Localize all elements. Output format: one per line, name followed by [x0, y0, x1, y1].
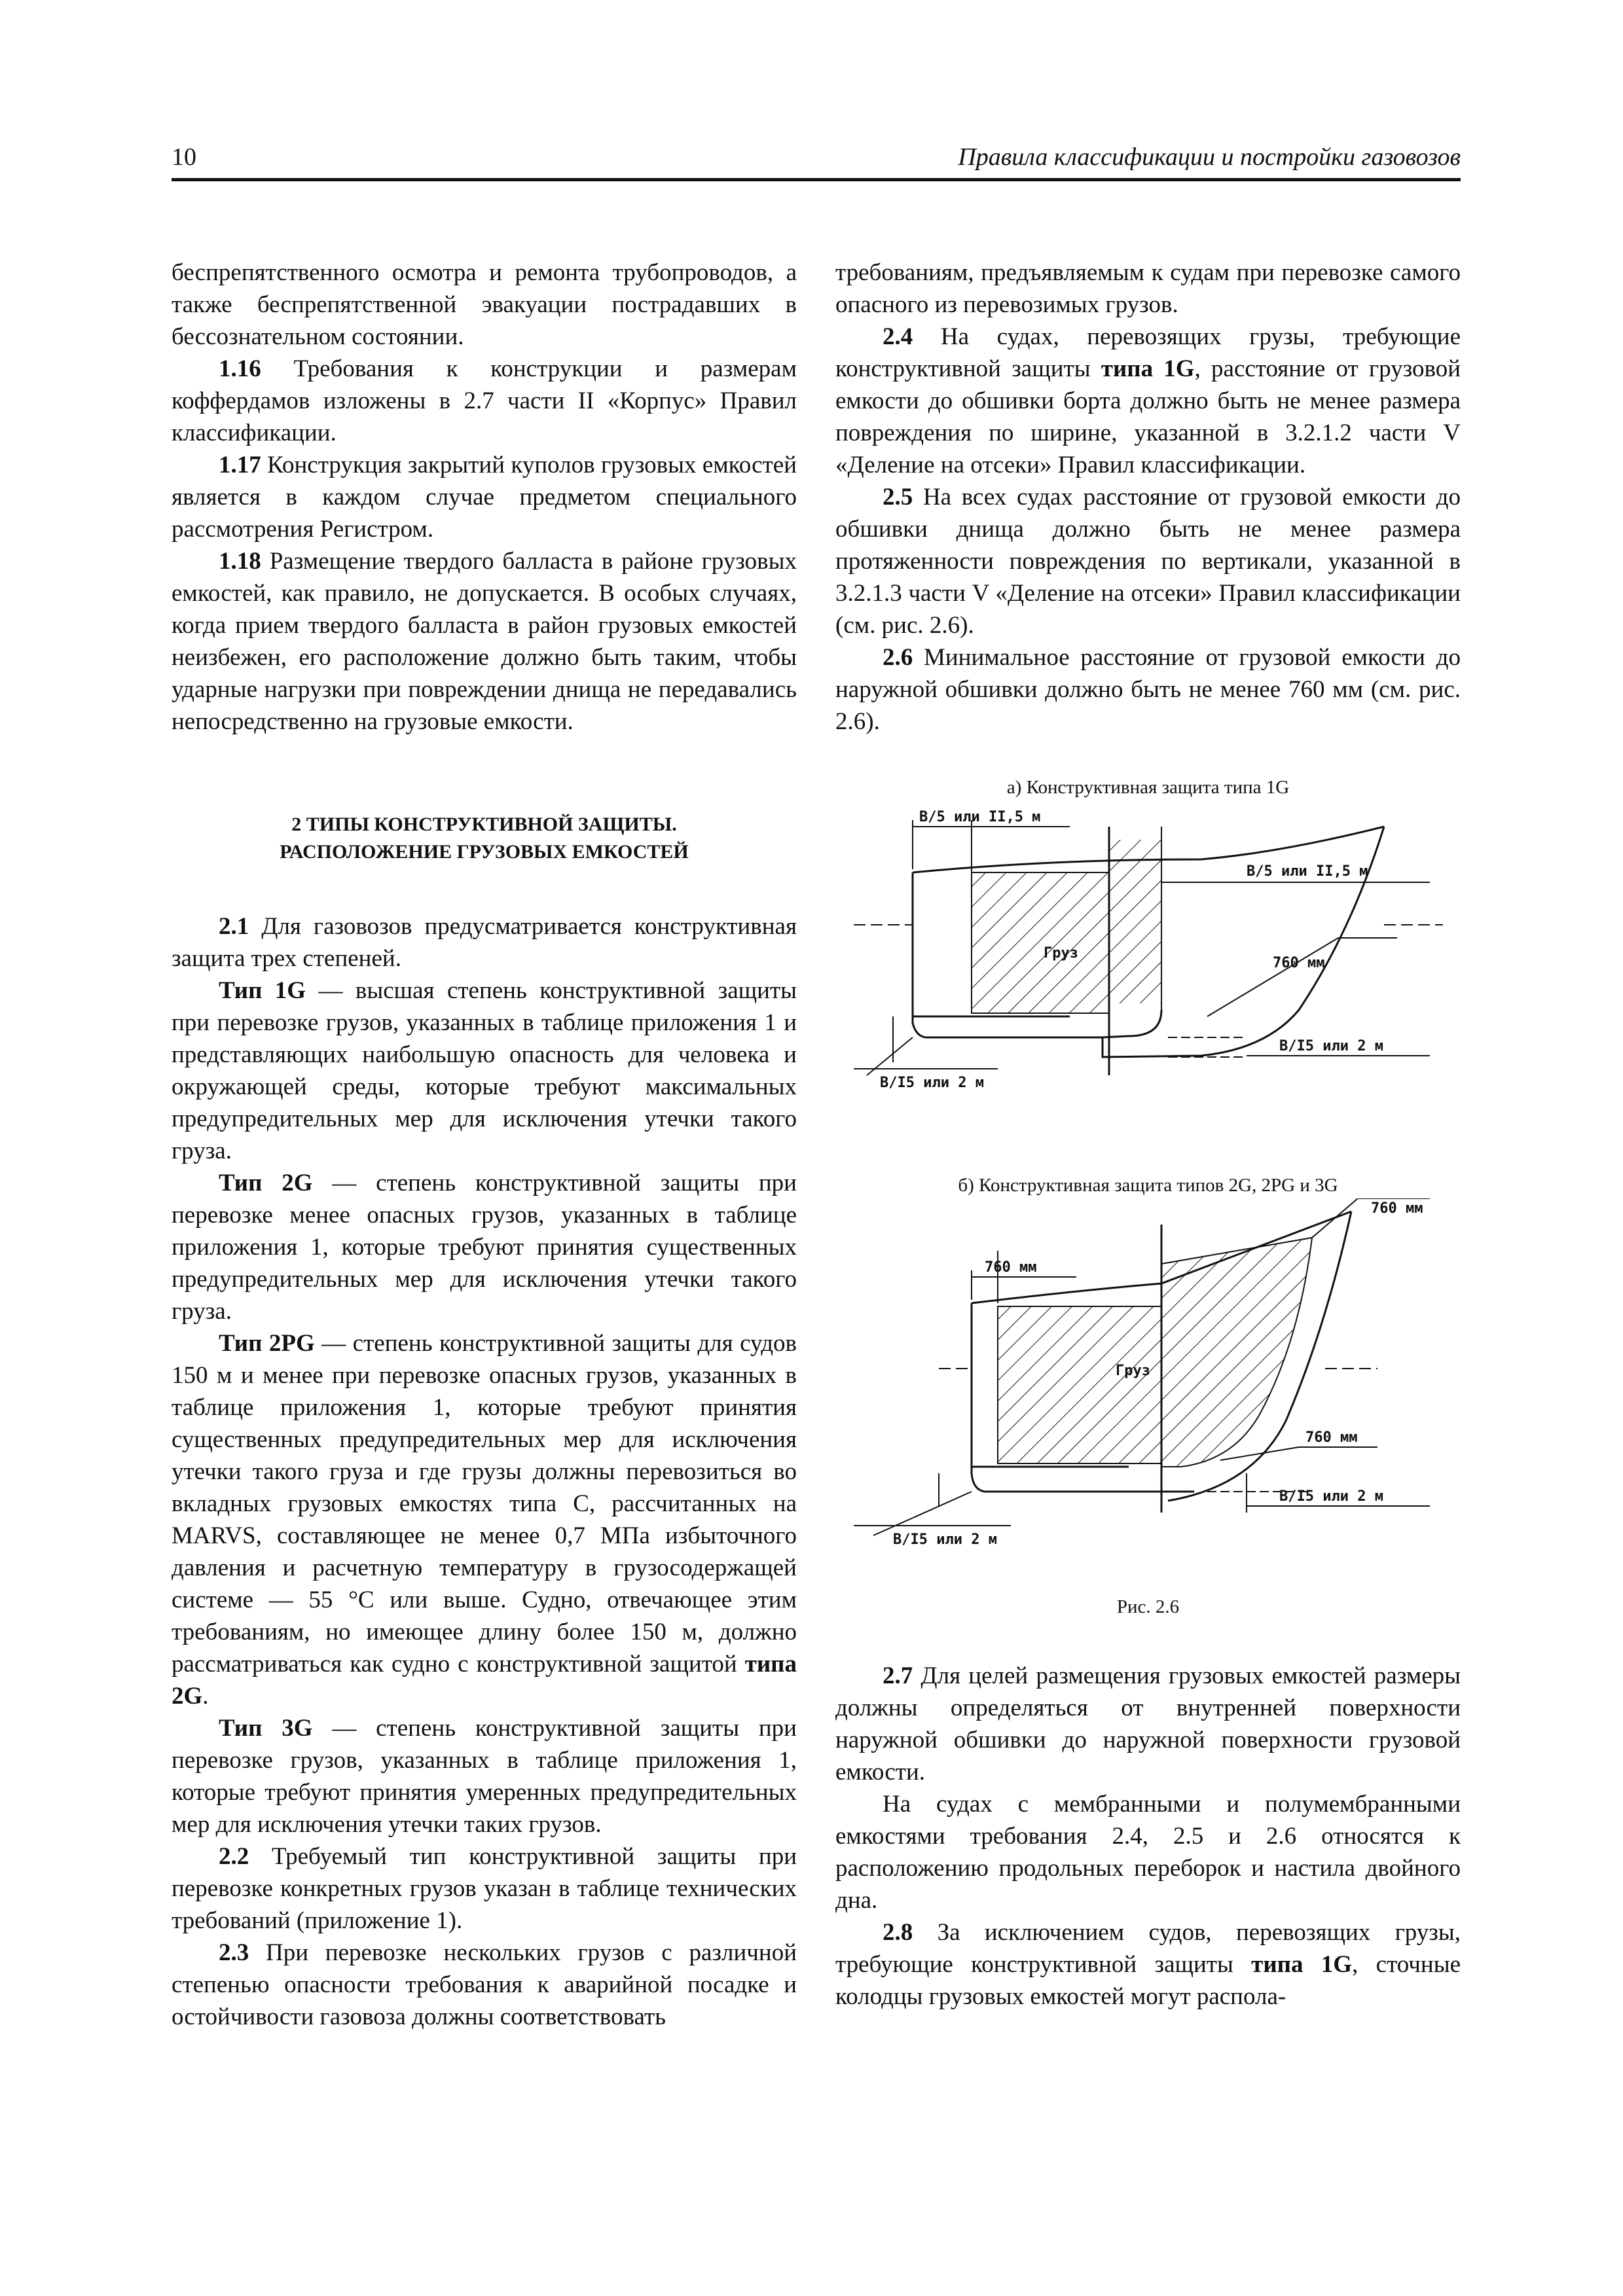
paragraph-1-16: [172, 353, 797, 449]
term: Тип 1G: [219, 977, 306, 1004]
cargo-label: Груз: [1115, 1363, 1150, 1379]
paragraph-2-2: [172, 1840, 797, 1937]
dim-label: B/5 или II,5 м: [919, 809, 1040, 825]
paragraph-type-3g: [172, 1712, 797, 1840]
paragraph-2-1: [172, 910, 797, 975]
dim-label: B/I5 или 2 м: [879, 1075, 984, 1091]
term: Тип 2PG: [219, 1330, 315, 1357]
figure-b-diagram: [854, 1198, 1443, 1565]
clause-text: — степень конструктивной защиты при перевозке менее опасных грузов, указанных в таблице приложения 1, которые требуют принятия существенных предупредительных мер для исключения утечки такого груза.: [172, 1170, 797, 1325]
clause-text: При перевозке нескольких грузов с различной степенью опасности требования к аварийной посадке и остойчивости газовоза должны соответствовать: [172, 1939, 797, 2030]
paragraph-2-5: [835, 481, 1461, 641]
section-title-line: 2 ТИПЫ КОНСТРУКТИВНОЙ ЗАЩИТЫ.: [291, 814, 677, 835]
paragraph-type-2g: [172, 1167, 797, 1327]
paragraph-type-2pg: [172, 1327, 797, 1712]
term: Тип 3G: [219, 1715, 313, 1742]
clause-number: 2.2: [219, 1843, 249, 1870]
term: типа 2G: [172, 1651, 797, 1710]
paragraph-2-7: [835, 1660, 1461, 1788]
dim-label: B/5 или II,5 м: [1246, 863, 1368, 880]
clause-number: 2.5: [883, 484, 913, 511]
paragraph-2-8: [835, 1916, 1461, 2013]
clause-text: — высшая степень конструктивной защиты при перевозке грузов, указанных в таблице приложения 1 и представляющих наибольшую опасность для человека и окружающей среды, которые требуют максимальных предупредительных мер для исключения утечки такого груза.: [172, 977, 797, 1164]
dim-label: 760 мм: [1370, 1200, 1423, 1217]
clause-text: Минимальное расстояние от грузовой емкости до наружной обшивки должно быть не менее 760 мм (см. рис. 2.6).: [835, 644, 1461, 735]
clause-text: Для газовозов предусматривается конструктивная защита трех степеней.: [172, 913, 797, 972]
clause-number: 2.7: [883, 1662, 913, 1689]
header-rule: [172, 178, 1461, 181]
term: типа 1G: [1251, 1951, 1353, 1978]
cargo-tank: [972, 872, 1109, 1013]
dim-label: 760 мм: [984, 1259, 1036, 1276]
section-title-line: РАСПОЛОЖЕНИЕ ГРУЗОВЫХ ЕМКОСТЕЙ: [280, 841, 689, 863]
dim-label: B/I5 или 2 м: [1279, 1038, 1383, 1054]
left-column: [172, 257, 797, 2033]
paragraph-2-3: [172, 1937, 797, 2033]
clause-number: 2.8: [883, 1919, 913, 1946]
term: Тип 2G: [219, 1170, 313, 1196]
figure-a-diagram: [854, 800, 1443, 1128]
clause-text: , расстояние от грузовой емкости до обшивки борта должно быть не менее размера повреждения по ширине, указанной в 3.2.1.2 части V «Деление на отсеки» Правил классификации.: [835, 355, 1461, 478]
clause-number: 2.6: [883, 644, 913, 671]
clause-text: На всех судах расстояние от грузовой емкости до обшивки днища должно быть не менее размера протяженности повреждения по вертикали, указанной в 3.2.1.3 части V «Деление на отсеки» Правил классификации (см. рис. 2.6).: [835, 484, 1461, 639]
paragraph: На судах с мембранными и полумембранными емкостями требования 2.4, 2.5 и 2.6 относятся к расположению продольных переборок и настила двойного дна.: [835, 1791, 1461, 1914]
figure-a-caption: а) Конструктивная защита типа 1G: [1006, 777, 1290, 798]
term: типа 1G: [1101, 355, 1195, 382]
clause-text: — степень конструктивной защиты при перевозке грузов, указанных в таблице приложения 1, которые требуют принятия умеренных предупредительных мер для исключения утечки таких грузов.: [172, 1715, 797, 1838]
cargo-label: Груз: [1043, 945, 1078, 961]
paragraph-2-6: [835, 641, 1461, 738]
clause-number: 1.16: [219, 355, 261, 382]
clause-text: Конструкция закрытий куполов грузовых емкостей является в каждом случае предметом специального рассмотрения Регистром.: [172, 452, 797, 543]
clause-text: .: [202, 1683, 209, 1710]
clause-text: Размещение твердого балласта в районе грузовых емкостей, как правило, не допускается. В особых случаях, когда прием твердого балласта в район грузовых емкостей неизбежен, его расположение должно быть таким, чтобы ударные нагрузки при повреждении днища не передавались непосредственно на грузовые емкости.: [172, 548, 797, 735]
cargo-tank: [998, 1306, 1161, 1463]
clause-text: Для целей размещения грузовых емкостей размеры должны определяться от внутренней поверхности наружной обшивки до наружной поверхности грузовой емкости.: [835, 1662, 1461, 1785]
clause-number: 1.17: [219, 452, 261, 478]
dim-label: 760 мм: [1305, 1429, 1357, 1446]
paragraph-1-17: [172, 449, 797, 545]
clause-text: На судах, перевозящих грузы, требующие конструктивной защиты: [835, 323, 1461, 382]
clause-text: За исключением судов, перевозящих грузы, требующие конструктивной защиты: [835, 1919, 1461, 1978]
clause-number: 1.18: [219, 548, 261, 575]
paragraph: беспрепятственного осмотра и ремонта трубопроводов, а также беспрепятственной эвакуации пострадавших в бессознательном состоянии.: [172, 259, 797, 350]
clause-number: 2.1: [219, 913, 249, 940]
dim-label: B/I5 или 2 м: [892, 1532, 997, 1548]
page-number: 10: [172, 143, 196, 171]
paragraph-type-1g: [172, 975, 797, 1167]
figure-b-caption: б) Конструктивная защита типов 2G, 2PG и 3G: [958, 1175, 1338, 1196]
figure-label: Рис. 2.6: [1116, 1596, 1180, 1617]
clause-text: , сточные колодцы грузовых емкостей могут распола-: [835, 1951, 1461, 2010]
clause-number: 2.4: [883, 323, 913, 350]
clause-text: — степень конструктивной защиты для судов 150 м и менее при перевозке опасных грузов, указанных в таблице приложения 1, которые требуют принятия существенных предупредительных мер для исключения утечки такого груза и где грузы должны перевозиться во вкладных грузовых емкостях типа С, рассчитанных на MARVS, составляющее не менее 0,7 МПа избыточного давления и расчетную температуру в грузосодержащей системе — 55 °С или выше. Судно, отвечающее этим требованиям, но имеющее длину более 150 м, должно рассматриваться как судно с конструктивной защитой: [172, 1330, 797, 1677]
paragraph-2-4: [835, 321, 1461, 481]
running-title: Правила классификации и постройки газовозов: [958, 143, 1461, 171]
clause-text: Требования к конструкции и размерам коффердамов изложены в 2.7 части II «Корпус» Правил классификации.: [172, 355, 797, 446]
dim-label: B/I5 или 2 м: [1279, 1488, 1383, 1505]
clause-number: 2.3: [219, 1939, 249, 1966]
paragraph: требованиям, предъявляемым к судам при перевозке самого опасного из перевозимых грузов.: [835, 259, 1461, 318]
dim-label: 760 мм: [1272, 955, 1324, 971]
paragraph-1-18: [172, 545, 797, 738]
right-column: [835, 257, 1461, 2013]
clause-text: Требуемый тип конструктивной защиты при перевозке конкретных грузов указан в таблице технических требований (приложение 1).: [172, 1843, 797, 1934]
section-title: [172, 811, 797, 866]
